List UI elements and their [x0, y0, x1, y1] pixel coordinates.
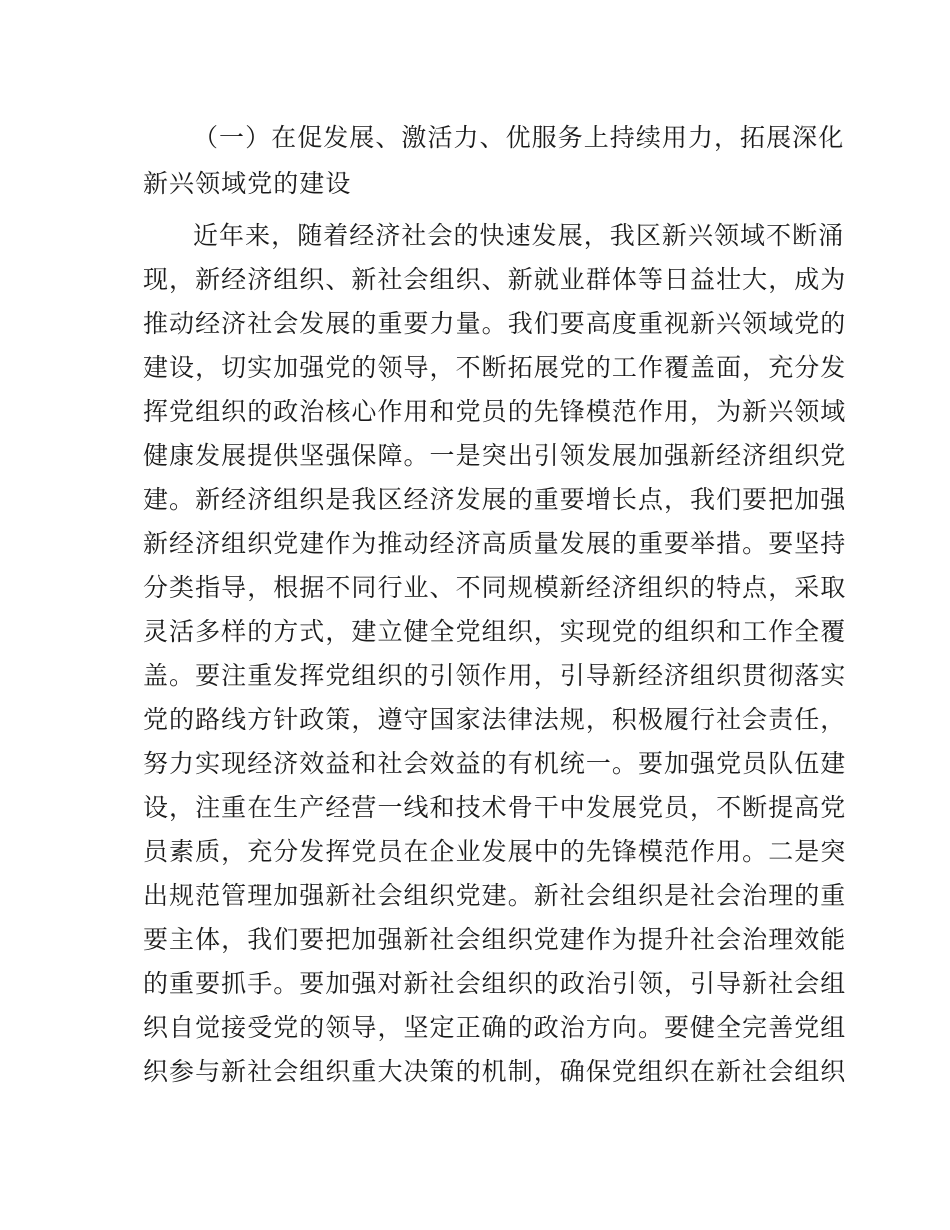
paragraph-line-5: 挥党组织的政治核心作用和党员的先锋模范作用，为新兴领域	[143, 397, 847, 426]
paragraph-line-14: 设，注重在生产经营一线和技术骨干中发展党员，不断提高党	[143, 793, 847, 822]
paragraph-line-18: 的重要抓手。要加强对新社会组织的政治引领，引导新社会组	[143, 969, 847, 998]
paragraph-line-9: 分类指导，根据不同行业、不同规模新经济组织的特点，采取	[143, 573, 847, 602]
paragraph-line-2: 现，新经济组织、新社会组织、新就业群体等日益壮大，成为	[143, 265, 847, 294]
paragraph-line-15: 员素质，充分发挥党员在企业发展中的先锋模范作用。二是突	[143, 837, 847, 866]
section-heading-line-1: （一）在促发展、激活力、优服务上持续用力，拓展深化	[193, 123, 845, 152]
paragraph-line-3: 推动经济社会发展的重要力量。我们要高度重视新兴领域党的	[143, 309, 847, 338]
section-heading-line-2: 新兴领域党的建设	[143, 169, 352, 198]
paragraph-line-10: 灵活多样的方式，建立健全党组织，实现党的组织和工作全覆	[143, 617, 847, 646]
paragraph-line-7: 建。新经济组织是我区经济发展的重要增长点，我们要把加强	[143, 485, 847, 514]
paragraph-line-16: 出规范管理加强新社会组织党建。新社会组织是社会治理的重	[143, 881, 847, 910]
paragraph-line-20: 织参与新社会组织重大决策的机制，确保党组织在新社会组织	[143, 1057, 847, 1086]
paragraph-line-19: 织自觉接受党的领导，坚定正确的政治方向。要健全完善党组	[143, 1013, 847, 1042]
paragraph-line-1: 近年来，随着经济社会的快速发展，我区新兴领域不断涌	[193, 221, 845, 250]
paragraph-line-11: 盖。要注重发挥党组织的引领作用，引导新经济组织贯彻落实	[143, 661, 847, 690]
paragraph-line-13: 努力实现经济效益和社会效益的有机统一。要加强党员队伍建	[143, 749, 847, 778]
paragraph-line-4: 建设，切实加强党的领导，不断拓展党的工作覆盖面，充分发	[143, 353, 847, 382]
paragraph-line-17: 要主体，我们要把加强新社会组织党建作为提升社会治理效能	[143, 925, 847, 954]
paragraph-line-8: 新经济组织党建作为推动经济高质量发展的重要举措。要坚持	[143, 529, 847, 558]
paragraph-line-12: 党的路线方针政策，遵守国家法律法规，积极履行社会责任，	[143, 705, 847, 734]
paragraph-line-6: 健康发展提供坚强保障。一是突出引领发展加强新经济组织党	[143, 441, 847, 470]
